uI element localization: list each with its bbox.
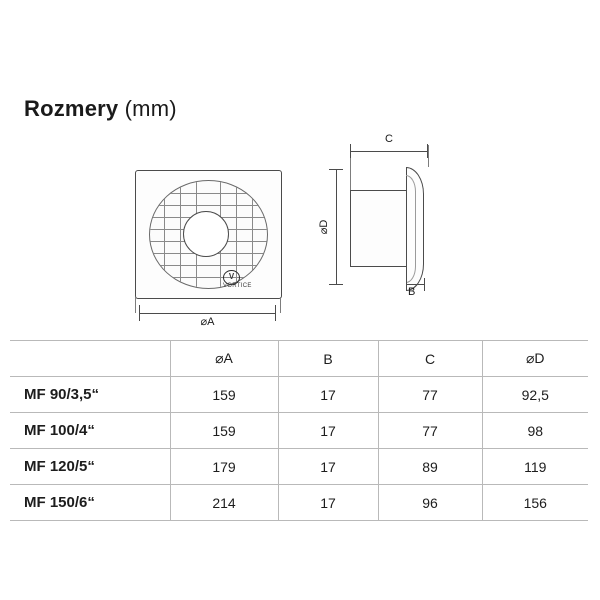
table-row (10, 413, 588, 449)
table-header-b: B (278, 341, 378, 377)
table-header-a: ⌀A (170, 341, 278, 377)
value-d: 98 (482, 413, 588, 449)
value-c: 96 (378, 485, 482, 521)
brand-logo (223, 270, 267, 290)
value-d: 92,5 (482, 377, 588, 413)
value-b: 17 (278, 449, 378, 485)
table-row (10, 485, 588, 521)
extension-line-right (280, 297, 281, 313)
model-name: MF 100/4“ (10, 413, 170, 449)
technical-drawings (0, 125, 600, 335)
dimensions-table-container (10, 340, 588, 521)
value-b: 17 (278, 485, 378, 521)
page-title (24, 96, 177, 122)
dimension-c (348, 133, 430, 159)
dimension-a (135, 301, 280, 327)
value-c: 77 (378, 377, 482, 413)
cover-inner-arc (406, 175, 416, 283)
model-name: MF 120/5“ (10, 449, 170, 485)
brand-mark-icon: V (223, 270, 240, 285)
page-title-main: Rozmery (24, 96, 119, 121)
dimension-b-label: B (408, 286, 416, 298)
value-c: 77 (378, 413, 482, 449)
value-a: 159 (170, 413, 278, 449)
table-header-row (10, 341, 588, 377)
value-b: 17 (278, 413, 378, 449)
table-header-corner (10, 341, 170, 377)
model-name: MF 90/3,5“ (10, 377, 170, 413)
dimensions-table (10, 340, 588, 521)
dimension-d-label: ⌀D (317, 219, 330, 235)
dimension-c-label: C (385, 133, 393, 145)
dimension-d (318, 167, 344, 287)
value-b: 17 (278, 377, 378, 413)
dimension-a-label: ⌀A (198, 315, 218, 328)
value-d: 156 (482, 485, 588, 521)
value-a: 159 (170, 377, 278, 413)
value-c: 89 (378, 449, 482, 485)
table-row (10, 377, 588, 413)
fan-hub (183, 211, 229, 257)
table-header-d: ⌀D (482, 341, 588, 377)
duct-spigot-outline (350, 190, 413, 267)
value-d: 119 (482, 449, 588, 485)
brand-word: VORTICE (223, 283, 252, 289)
table-header-c: C (378, 341, 482, 377)
value-a: 214 (170, 485, 278, 521)
table-row (10, 449, 588, 485)
page-title-unit: (mm) (124, 96, 177, 121)
dimension-b (398, 275, 446, 305)
model-name: MF 150/6“ (10, 485, 170, 521)
front-view-drawing (135, 170, 280, 305)
value-a: 179 (170, 449, 278, 485)
